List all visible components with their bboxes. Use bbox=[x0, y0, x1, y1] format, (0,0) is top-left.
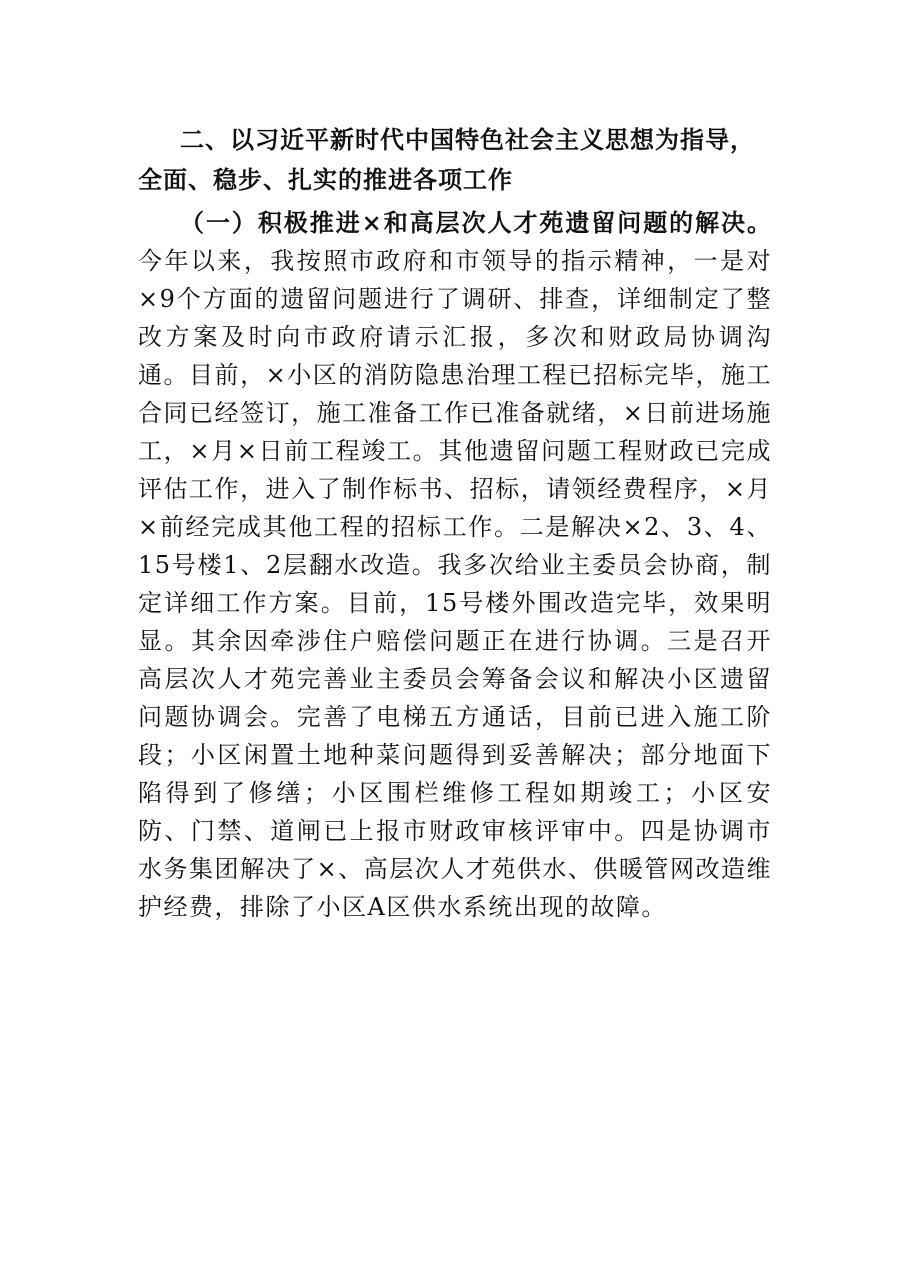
paragraph bbox=[138, 204, 772, 926]
section-heading: 二、以习近平新时代中国特色社会主义思想为指导，全面、稳步、扎实的推进各项工作 bbox=[138, 125, 755, 194]
document-body bbox=[138, 120, 772, 926]
paragraph-body-text: 今年以来，我按照市政府和市领导的指示精神，一是对×9个方面的遗留问题进行了调研、排查，详细制定了整改方案及时向市政府请示汇报，多次和财政局协调沟通。目前，×小区的消防隐患治理工程已招标完毕，施工合同已经签订，施工准备工作已准备就绪，×日前进场施工，×月×日前工程竣工。其他遗留问题工程财政已完成评估工作，进入了制作标书、招标，请领经费程序，×月×前经完成其他工程的招标工作。二是解决×2、3、4、15号楼1、2层翻水改造。我多次给业主委员会协商，制定详细工作方案。目前，15号楼外围改造完毕，效果明显。其余因牵涉住户赔偿问题正在进行协调。三是召开高层次人才苑完善业主委员会筹备会议和解决小区遗留问题协调会。完善了电梯五方通话，目前已进入施工阶段；小区闲置土地种菜问题得到妥善解决；部分地面下陷得到了修缮；小区围栏维修工程如期竣工；小区安防、门禁、道闸已上报市财政审核评审中。四是协调市水务集团解决了×、高层次人才苑供水、供暖管网改造维护经费，排除了小区A区供水系统出现的故障。 bbox=[138, 247, 772, 921]
paragraph-lead-title: （一）积极推进×和高层次人才苑遗留问题的解决。 bbox=[180, 208, 772, 237]
